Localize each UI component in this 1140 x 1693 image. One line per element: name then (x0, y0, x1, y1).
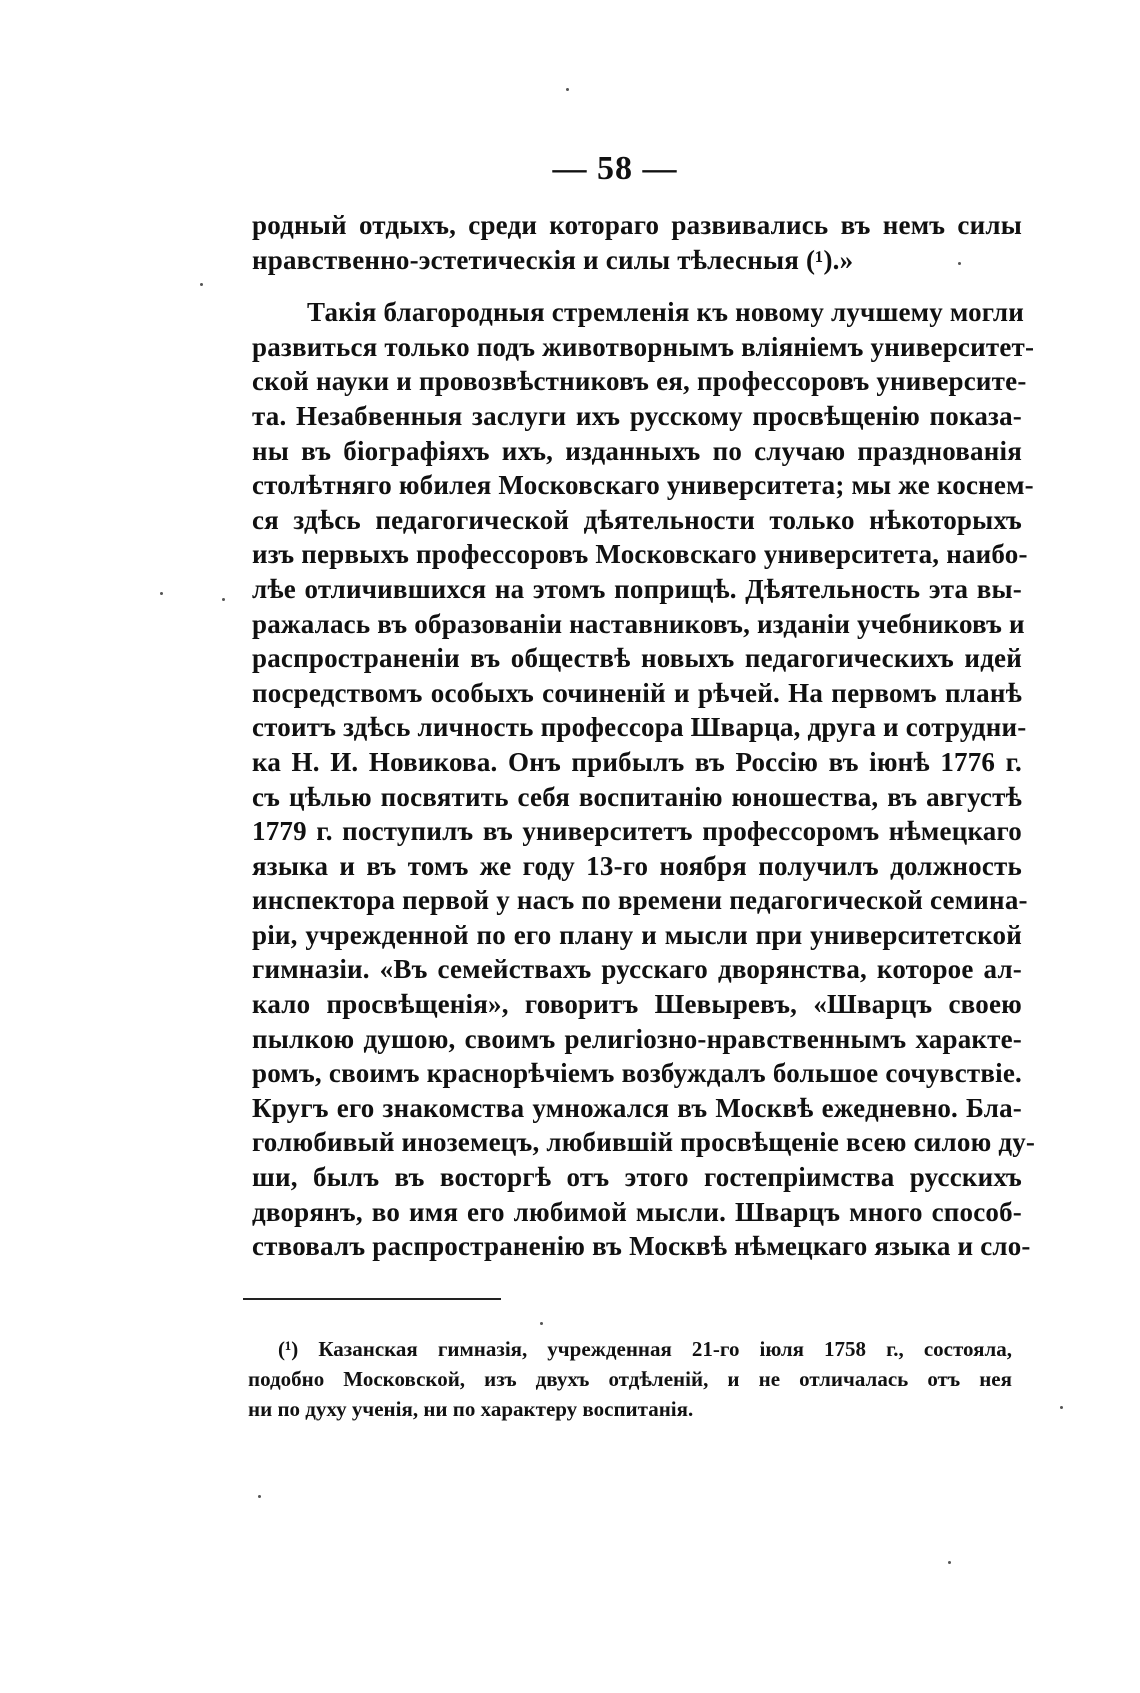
scan-speck (540, 1322, 543, 1325)
scan-speck (958, 262, 961, 265)
text-line: распространеніи въ обществѣ новыхъ педагогическихъ идей (252, 643, 1022, 674)
scan-speck (258, 1495, 261, 1498)
text-line: голюбивый иноземецъ, любившій просвѣщеніе всею силою ду- (252, 1127, 1036, 1158)
text-line: стоитъ здѣсь личность профессора Шварца, друга и сотрудни- (252, 712, 1027, 743)
text-line: развиться только подъ животворнымъ вліяніемъ университет- (252, 331, 1035, 362)
footnote (248, 1334, 1012, 1424)
footnote-line: ни по духу ученія, ни по характеру воспитанія. (248, 1397, 694, 1421)
text-line: пылкою душою, своимъ религіозно-нравственнымъ характе- (252, 1023, 1022, 1054)
text-line: Кругъ его знакомства умножался въ Москвѣ ежедневно. Бла- (252, 1092, 1022, 1123)
text-line: съ цѣлью посвятить себя воспитанію юношества, въ августѣ (252, 781, 1022, 812)
text-line: кало просвѣщенія», говоритъ Шевыревъ, «Шварцъ своею (252, 989, 1022, 1020)
footnote-line: (¹) Казанская гимназія, учрежденная 21-го іюля 1758 г., состояла, (278, 1337, 1012, 1361)
body-text (252, 208, 1036, 1264)
text-line: языка и въ томъ же году 13-го ноября получилъ должность (252, 850, 1022, 881)
paragraph (252, 295, 1036, 1264)
text-line: родный отдыхъ, среди котораго развивались въ немъ силы (252, 210, 1022, 240)
footnote-line: подобно Московской, изъ двухъ отдѣленій, и не отличалась отъ нея (248, 1367, 1012, 1391)
scan-speck (160, 592, 163, 595)
text-line: нравственно-эстетическія и силы тѣлесныя (¹).» (252, 244, 854, 275)
text-line: столѣтняго юбилея Московскаго университета; мы же коснем- (252, 470, 1034, 501)
text-line: ской науки и провозвѣстниковъ ея, профессоровъ университе- (252, 366, 1027, 397)
text-line: ка Н. И. Новикова. Онъ прибылъ въ Россію въ іюнѣ 1776 г. (252, 746, 1022, 777)
text-line: инспектора первой у насъ по времени педагогической семина- (252, 885, 1028, 916)
scan-speck (566, 88, 569, 91)
text-line: изъ первыхъ профессоровъ Московскаго университета, наибо- (252, 539, 1028, 570)
footnote-divider (243, 1298, 501, 1300)
text-line: ны въ біографіяхъ ихъ, изданныхъ по случаю празднованія (252, 435, 1022, 466)
scan-speck (222, 598, 225, 601)
scan-speck (200, 283, 203, 286)
text-line: Такія благородныя стремленія къ новому лучшему могли (307, 297, 1025, 328)
text-line: лѣе отличившихся на этомъ поприщѣ. Дѣятельность эта вы- (252, 573, 1022, 604)
text-line: ромъ, своимъ краснорѣчіемъ возбуждалъ большое сочувствіе. (252, 1058, 1022, 1089)
text-line: ши, былъ въ восторгѣ отъ этого гостепріимства русскихъ (252, 1162, 1022, 1193)
text-line: посредствомъ особыхъ сочиненій и рѣчей. На первомъ планѣ (252, 677, 1022, 708)
scan-speck (948, 1561, 951, 1564)
text-line: ріи, учрежденной по его плану и мысли при университетской (252, 919, 1022, 950)
text-line: 1779 г. поступилъ въ университетъ профессоромъ нѣмецкаго (252, 816, 1022, 847)
paragraph (252, 208, 1022, 277)
text-line: дворянъ, во имя его любимой мысли. Шварцъ много способ- (252, 1196, 1022, 1227)
text-line: гимназіи. «Въ семействахъ русскаго дворянства, которое ал- (252, 954, 1022, 985)
page-number: — 58 — (552, 150, 678, 187)
text-line: ражалась въ образованіи наставниковъ, изданіи учебниковъ и (252, 608, 1025, 639)
text-line: та. Незабвенныя заслуги ихъ русскому просвѣщенію показа- (252, 400, 1022, 431)
text-line: ся здѣсь педагогической дѣятельности только нѣкоторыхъ (252, 504, 1022, 535)
scan-speck (1060, 1406, 1063, 1409)
text-line: ствовалъ распространенію въ Москвѣ нѣмецкаго языка и сло- (252, 1231, 1031, 1262)
